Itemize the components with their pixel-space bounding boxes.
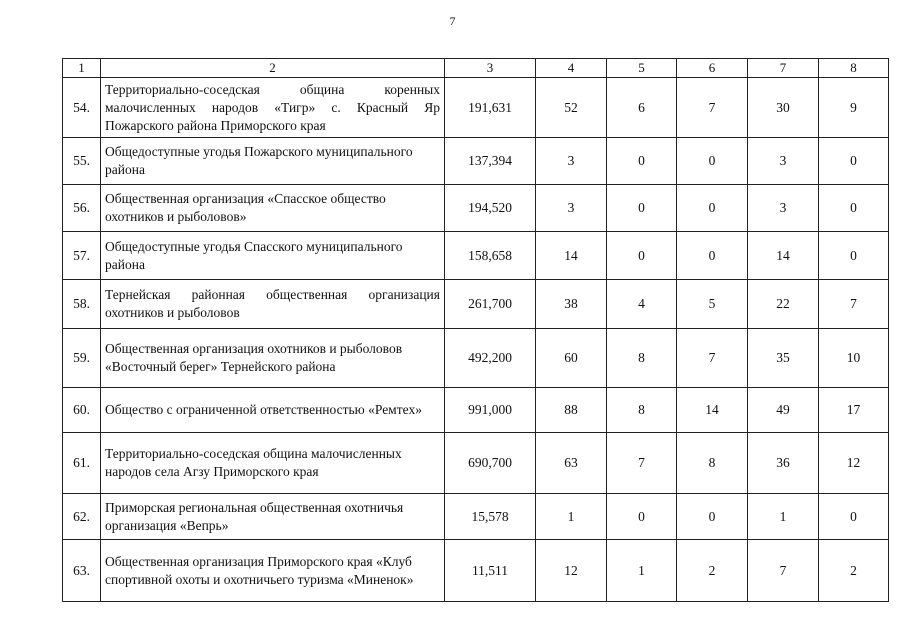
table-row [63,280,889,329]
organization-name: Территориально-соседская община коренных малочисленных народов «Тигр» с. Красный Яр Пожарского района Приморского края [101,78,445,138]
count-value: 12 [819,433,889,494]
count-value: 14 [536,232,607,280]
count-value: 7 [748,540,819,602]
count-value: 7 [819,280,889,329]
count-value: 1 [536,494,607,540]
row-number: 56. [63,185,101,232]
row-number: 63. [63,540,101,602]
count-value: 0 [819,494,889,540]
area-value: 11,511 [445,540,536,602]
count-value: 14 [748,232,819,280]
count-value: 0 [677,232,748,280]
count-value: 8 [607,329,677,388]
table-row [63,388,889,433]
count-value: 0 [607,185,677,232]
area-value: 158,658 [445,232,536,280]
count-value: 60 [536,329,607,388]
count-value: 10 [819,329,889,388]
count-value: 52 [536,78,607,138]
table-row [63,540,889,602]
table-row [63,138,889,185]
table-row [63,232,889,280]
count-value: 0 [819,185,889,232]
header-row [63,59,889,78]
count-value: 0 [607,494,677,540]
count-value: 3 [748,138,819,185]
count-value: 17 [819,388,889,433]
count-value: 0 [819,138,889,185]
count-value: 0 [819,232,889,280]
column-header: 7 [748,59,819,78]
column-header: 2 [101,59,445,78]
column-header: 3 [445,59,536,78]
column-header: 6 [677,59,748,78]
organization-name: Общество с ограниченной ответственностью «Ремтех» [101,388,445,433]
count-value: 6 [607,78,677,138]
table-row [63,78,889,138]
count-value: 9 [819,78,889,138]
table-row [63,185,889,232]
count-value: 5 [677,280,748,329]
row-number: 54. [63,78,101,138]
organization-name: Тернейская районная общественная организация охотников и рыболовов [101,280,445,329]
count-value: 35 [748,329,819,388]
row-number: 58. [63,280,101,329]
count-value: 8 [607,388,677,433]
organization-name: Общественная организация «Спасское общество охотников и рыболовов» [101,185,445,232]
row-number: 62. [63,494,101,540]
count-value: 0 [607,232,677,280]
count-value: 88 [536,388,607,433]
count-value: 3 [536,185,607,232]
count-value: 7 [677,329,748,388]
row-number: 60. [63,388,101,433]
column-header: 5 [607,59,677,78]
hunting-grounds-table [62,58,889,602]
count-value: 4 [607,280,677,329]
row-number: 55. [63,138,101,185]
area-value: 191,631 [445,78,536,138]
count-value: 1 [748,494,819,540]
row-number: 59. [63,329,101,388]
count-value: 30 [748,78,819,138]
area-value: 261,700 [445,280,536,329]
column-header: 1 [63,59,101,78]
count-value: 49 [748,388,819,433]
table-row [63,329,889,388]
area-value: 492,200 [445,329,536,388]
row-number: 61. [63,433,101,494]
count-value: 0 [677,138,748,185]
area-value: 991,000 [445,388,536,433]
count-value: 38 [536,280,607,329]
table-row [63,433,889,494]
count-value: 14 [677,388,748,433]
count-value: 0 [677,185,748,232]
count-value: 1 [607,540,677,602]
column-header: 8 [819,59,889,78]
count-value: 2 [677,540,748,602]
organization-name: Общедоступные угодья Спасского муниципального района [101,232,445,280]
organization-name: Приморская региональная общественная охотничья организация «Вепрь» [101,494,445,540]
count-value: 22 [748,280,819,329]
count-value: 63 [536,433,607,494]
count-value: 0 [607,138,677,185]
area-value: 15,578 [445,494,536,540]
organization-name: Общественная организация охотников и рыболовов «Восточный берег» Тернейского района [101,329,445,388]
count-value: 12 [536,540,607,602]
area-value: 194,520 [445,185,536,232]
area-value: 137,394 [445,138,536,185]
count-value: 2 [819,540,889,602]
organization-name: Общественная организация Приморского края «Клуб спортивной охоты и охотничьего туризма «Миненок» [101,540,445,602]
row-number: 57. [63,232,101,280]
count-value: 0 [677,494,748,540]
count-value: 3 [536,138,607,185]
organization-name: Общедоступные угодья Пожарского муниципального района [101,138,445,185]
table-row [63,494,889,540]
count-value: 8 [677,433,748,494]
organization-name: Территориально-соседская община малочисленных народов села Агзу Приморского края [101,433,445,494]
column-header: 4 [536,59,607,78]
count-value: 7 [607,433,677,494]
area-value: 690,700 [445,433,536,494]
count-value: 3 [748,185,819,232]
page-number: 7 [449,14,456,28]
count-value: 36 [748,433,819,494]
count-value: 7 [677,78,748,138]
